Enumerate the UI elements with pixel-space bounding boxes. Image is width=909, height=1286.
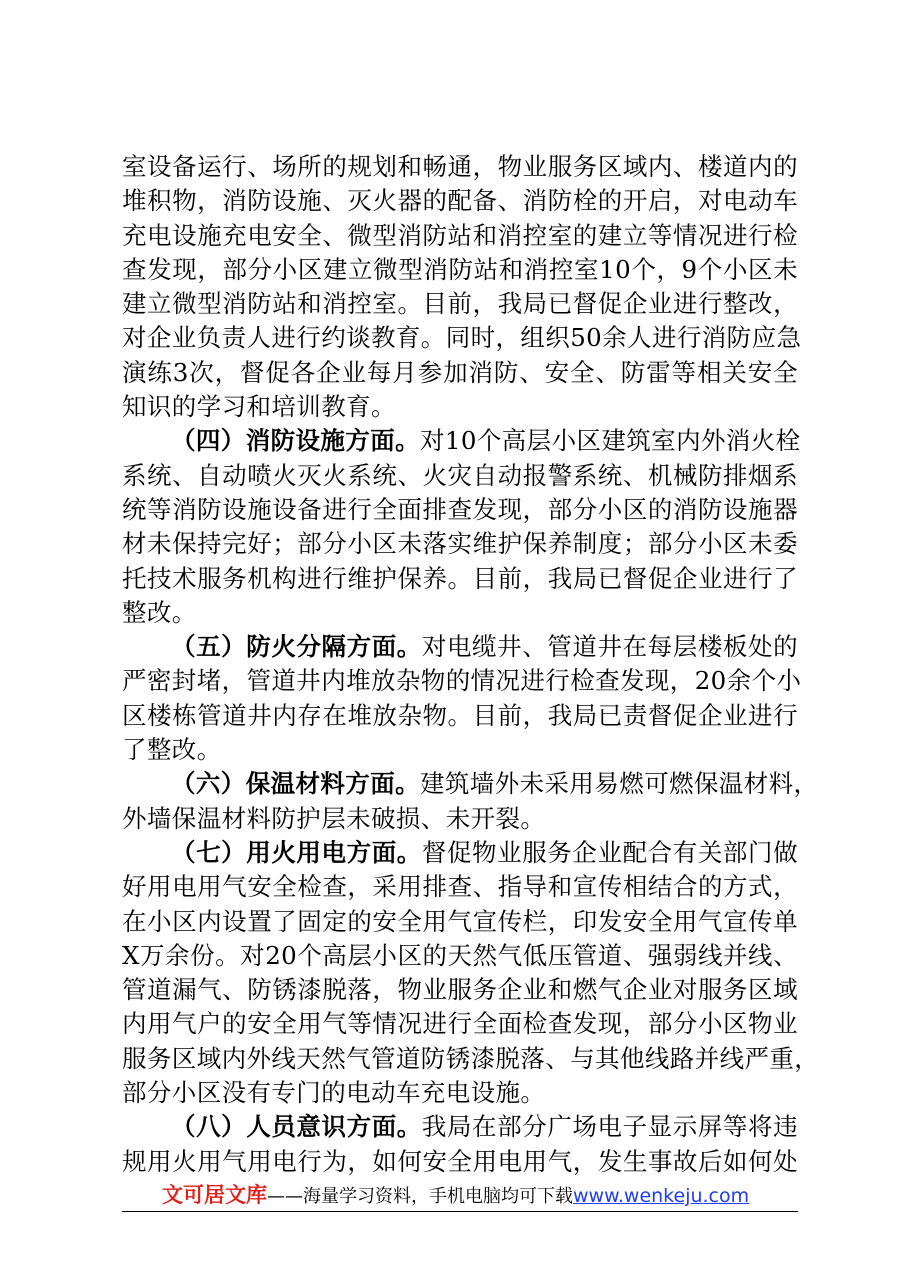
- document-body: [122, 150, 820, 1179]
- text-line: 统等消防设施设备进行全面排查发现，部分小区的消防设施器: [122, 494, 798, 524]
- text-line: 演练3次，督促各企业每月参加消防、安全、防雷等相关安全: [122, 357, 798, 387]
- text-line: 部分小区没有专门的电动车充电设施。: [122, 1078, 546, 1108]
- footer-brand: 文可居文库: [162, 1183, 267, 1207]
- text-line: 系统、自动喷火灭火系统、火灾自动报警系统、机械防排烟系: [122, 460, 798, 490]
- text-line: 内用气户的安全用气等情况进行全面检查发现，部分小区物业: [122, 1009, 798, 1039]
- paragraph-fire-electricity: [122, 836, 820, 1110]
- section-heading: （八）人员意识方面。: [171, 1112, 422, 1142]
- footer-tagline: ——海量学习资料，手机电脑均可下载: [267, 1186, 573, 1207]
- footer-link[interactable]: www.wenkeju.com: [573, 1185, 750, 1207]
- paragraph-first-line: [122, 1110, 798, 1144]
- paragraph-fire-facilities: [122, 424, 801, 630]
- text-line: 外墙保温材料防护层未破损、未开裂。: [122, 803, 546, 833]
- section-heading: （六）保温材料方面。: [171, 769, 420, 799]
- footer-text: [162, 1182, 749, 1210]
- text-run: 我局在部分广场电子显示屏等将违: [421, 1112, 798, 1142]
- text-line: 了整改。: [122, 735, 222, 765]
- paragraph-first-line: [122, 630, 798, 664]
- text-line: 服务区域内外线天然气管道防锈漆脱落、与其他线路并线严重，: [122, 1043, 820, 1073]
- page-footer: [122, 1182, 798, 1212]
- section-heading: （四）消防设施方面。: [171, 426, 420, 456]
- text-line: 查发现，部分小区建立微型消防站和消控室10个，9个小区未: [122, 254, 798, 284]
- text-line: 区楼栋管道井内存在堆放杂物。目前，我局已责督促企业进行: [122, 700, 798, 730]
- text-line: 材未保持完好；部分小区未落实维护保养制度；部分小区未委: [122, 529, 798, 559]
- text-line: 充电设施充电安全、微型消防站和消控室的建立等情况进行检: [122, 220, 798, 250]
- text-line: 对企业负责人进行约谈教育。同时，组织50余人进行消防应急: [122, 323, 802, 353]
- text-line: 整改。: [122, 597, 197, 627]
- text-run: 督促物业服务企业配合有关部门做: [421, 837, 798, 867]
- section-heading: （七）用火用电方面。: [171, 837, 422, 867]
- paragraph-first-line: [122, 424, 801, 458]
- paragraph-fire-separation: [122, 630, 802, 767]
- paragraph-facilities-continued: [122, 150, 802, 424]
- text-line: 在小区内设置了固定的安全用气宣传栏，印发安全用气宣传单: [122, 906, 798, 936]
- paragraph-first-line: [122, 836, 798, 870]
- text-line: 好用电用气安全检查，采用排查、指导和宣传相结合的方式，: [122, 872, 798, 902]
- text-run: 对电缆井、管道井在每层楼板处的: [421, 632, 798, 662]
- text-line: 建立微型消防站和消控室。目前，我局已督促企业进行整改，: [122, 289, 798, 319]
- text-line: 知识的学习和培训教育。: [122, 392, 396, 422]
- paragraph-personnel-awareness: [122, 1110, 798, 1179]
- text-line: 严密封堵，管道井内堆放杂物的情况进行检查发现，20余个小: [122, 666, 802, 696]
- text-line: 堆积物，消防设施、灭火器的配备、消防栓的开启，对电动车: [122, 186, 798, 216]
- footer-divider: [122, 1211, 798, 1212]
- text-run: 对10个高层小区建筑室内外消火栓: [420, 426, 801, 456]
- section-heading: （五）防火分隔方面。: [171, 632, 422, 662]
- text-line: 管道漏气、防锈漆脱落，物业服务企业和燃气企业对服务区域: [122, 975, 798, 1005]
- text-line: 规用火用气用电行为，如何安全用电用气，发生事故后如何处: [122, 1146, 798, 1176]
- paragraph-insulation: [122, 767, 819, 836]
- text-run: 建筑墙外未采用易燃可燃保温材料，: [420, 769, 819, 799]
- text-line: X万余份。对20个高层小区的天然气低压管道、强弱线并线、: [122, 940, 798, 970]
- paragraph-first-line: [122, 767, 819, 801]
- text-line: 室设备运行、场所的规划和畅通，物业服务区域内、楼道内的: [122, 152, 798, 181]
- text-line: 托技术服务机构进行维护保养。目前，我局已督促企业进行了: [122, 563, 798, 593]
